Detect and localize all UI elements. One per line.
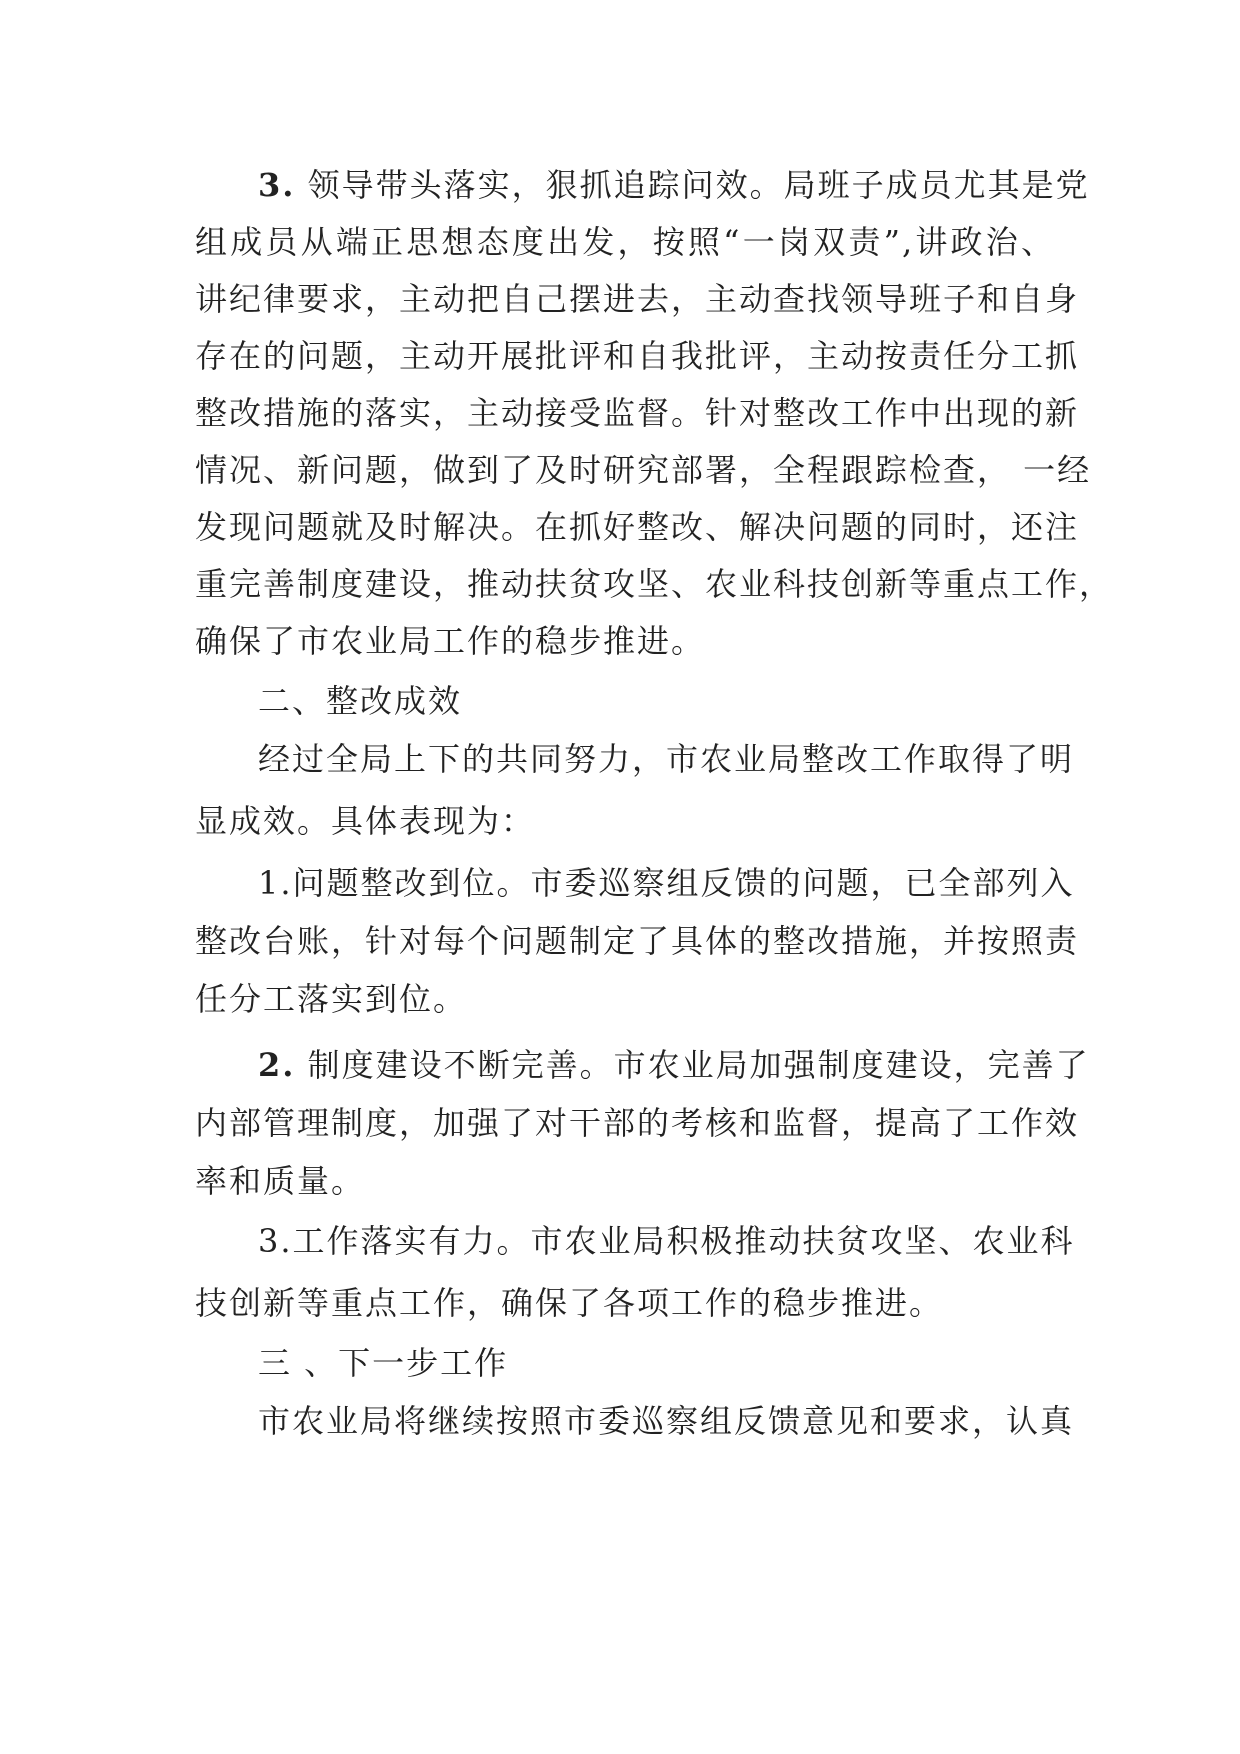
list-item-line: 1.问题整改到位。市委巡察组反馈的问题，已全部列入 [258, 864, 1075, 902]
paragraph-line: 确保了市农业局工作的稳步推进。 [195, 622, 706, 660]
paragraph-line: 市农业局将继续按照市委巡察组反馈意见和要求，认真 [258, 1402, 1075, 1440]
list-item-number: 2. [258, 1046, 296, 1084]
list-item-line [195, 1040, 1090, 1090]
paragraph-line [195, 160, 1090, 210]
paragraph-line: 讲纪律要求，主动把自己摆进去，主动查找领导班子和自身 [195, 280, 1080, 318]
list-item-line: 率和质量。 [195, 1162, 366, 1200]
paragraph-number: 3. [258, 166, 296, 204]
list-item-line: 技创新等重点工作，确保了各项工作的稳步推进。 [195, 1284, 944, 1322]
list-item-line: 内部管理制度，加强了对干部的考核和监督，提高了工作效 [195, 1104, 1080, 1142]
list-item-text: 制度建设不断完善。市农业局加强制度建设，完善了 [295, 1046, 1090, 1084]
section-heading: 三 、下一步工作 [258, 1344, 509, 1382]
paragraph-line: 发现问题就及时解决。在抓好整改、解决问题的同时，还注 [195, 508, 1080, 546]
paragraph-line: 整改措施的落实，主动接受监督。针对整改工作中出现的新 [195, 394, 1080, 432]
paragraph-line: 情况、新问题，做到了及时研究部署，全程跟踪检查， 一经 [195, 451, 1092, 489]
paragraph-line: 组成员从端正思想态度出发，按照“一岗双责”,讲政治、 [195, 223, 1055, 261]
section-heading: 二、整改成效 [258, 682, 463, 720]
paragraph-line: 存在的问题，主动开展批评和自我批评，主动按责任分工抓 [195, 337, 1080, 375]
paragraph-line: 经过全局上下的共同努力，市农业局整改工作取得了明 [258, 740, 1075, 778]
list-item-line: 整改台账，针对每个问题制定了具体的整改措施，并按照责 [195, 922, 1080, 960]
paragraph-text: 领导带头落实，狠抓追踪问效。局班子成员尤其是党 [295, 166, 1090, 204]
list-item-line: 任分工落实到位。 [195, 980, 468, 1018]
paragraph-line: 重完善制度建设，推动扶贫攻坚、农业科技创新等重点工作， [195, 565, 1114, 603]
paragraph-line: 显成效。具体表现为： [195, 802, 536, 840]
list-item-line: 3.工作落实有力。市农业局积极推动扶贫攻坚、农业科 [258, 1222, 1075, 1260]
